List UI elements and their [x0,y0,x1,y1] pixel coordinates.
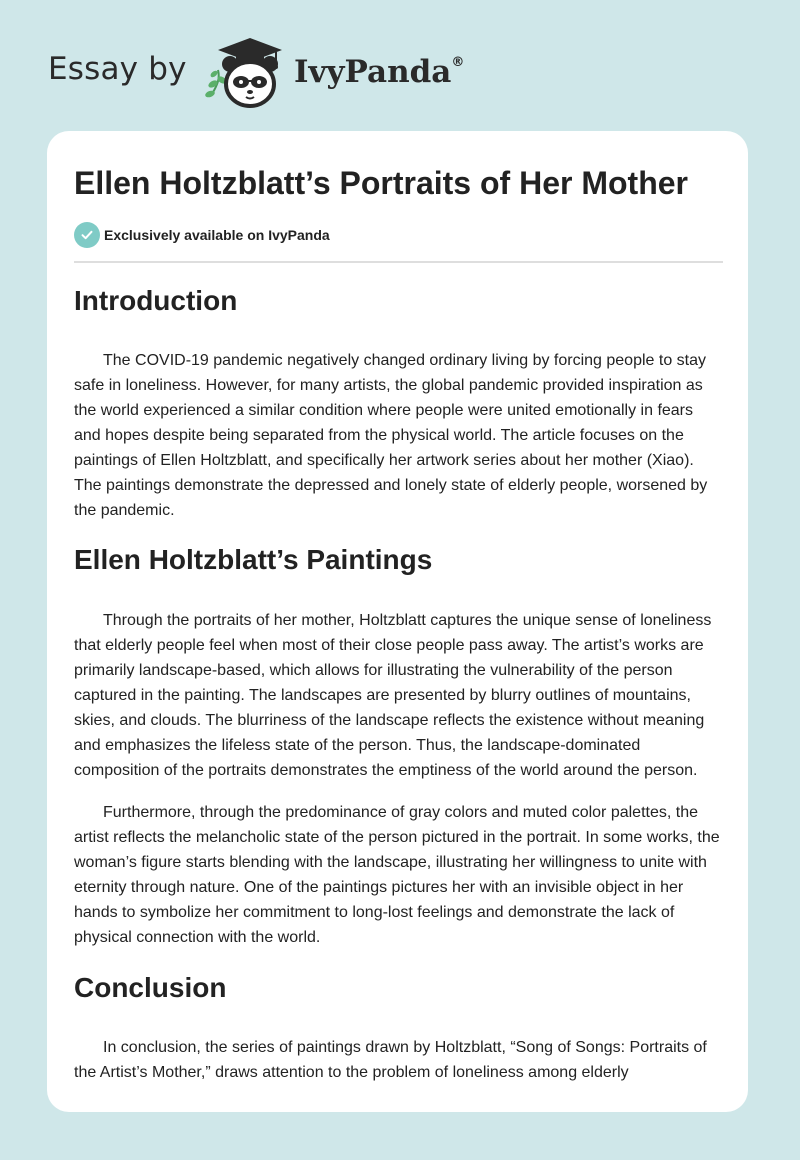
section-heading-paintings: Ellen Holtzblatt’s Paintings [74,544,433,575]
check-circle-icon [74,222,100,248]
exclusive-badge [74,222,330,248]
section-heading-conclusion: Conclusion [74,972,227,1003]
essay-by-label: Essay by [48,51,187,87]
panda-graduate-icon [204,34,286,110]
brand-label: IvyPanda [294,54,452,90]
paragraph: In conclusion, the series of paintings drawn by Holtzblatt, “Song of Songs: Portraits of the Artist’s Mother,” draws attention to the problem of loneliness among elderly [74,1039,707,1081]
essay-title: Ellen Holtzblatt’s Portraits of Her Mother [74,165,688,201]
exclusive-badge-label: Exclusively available on IvyPanda [104,227,330,243]
site-header [48,34,568,114]
paragraph: The COVID-19 pandemic negatively changed ordinary living by forcing people to stay safe in loneliness. However, for many artists, the global pandemic provided inspiration as the world experienced a similar condition where people were united emotionally in fears and hopes despite being separated from the physical world. The article focuses on the paintings of Ellen Holtzblatt, and specifically her artwork series about her mother (Xiao). The paintings demonstrate the depressed and lonely state of elderly people, worsened by the pandemic. [74,352,708,519]
brand-name [294,54,464,90]
essay-body [74,281,724,1085]
paragraph: Furthermore, through the predominance of gray colors and muted color palettes, the artist reflects the melancholic state of the person pictured in the portrait. In some works, the woman’s figure starts blending with the landscape, illustrating her willingness to unite with eternity through nature. One of the paintings pictures her with an invisible object in her hands to symbolize her commitment to long-lost feelings and demonstrate the lack of physical connection with the world. [74,804,720,946]
section-heading-introduction: Introduction [74,285,238,316]
essay-card [47,131,748,1112]
registered-mark: ® [451,55,465,70]
title-divider [74,261,723,263]
paragraph: Through the portraits of her mother, Holtzblatt captures the unique sense of loneliness that elderly people feel when most of their close people pass away. The artist’s works are primarily landscape-based, which allows for illustrating the vulnerability of the person captured in the painting. The landscapes are presented by blurry outlines of mountains, skies, and clouds. The blurriness of the landscape reflects the existence without meaning and emphasizes the lifeless state of the person. Thus, the landscape-dominated composition of the portraits demonstrates the emptiness of the world around the person. [74,612,712,779]
